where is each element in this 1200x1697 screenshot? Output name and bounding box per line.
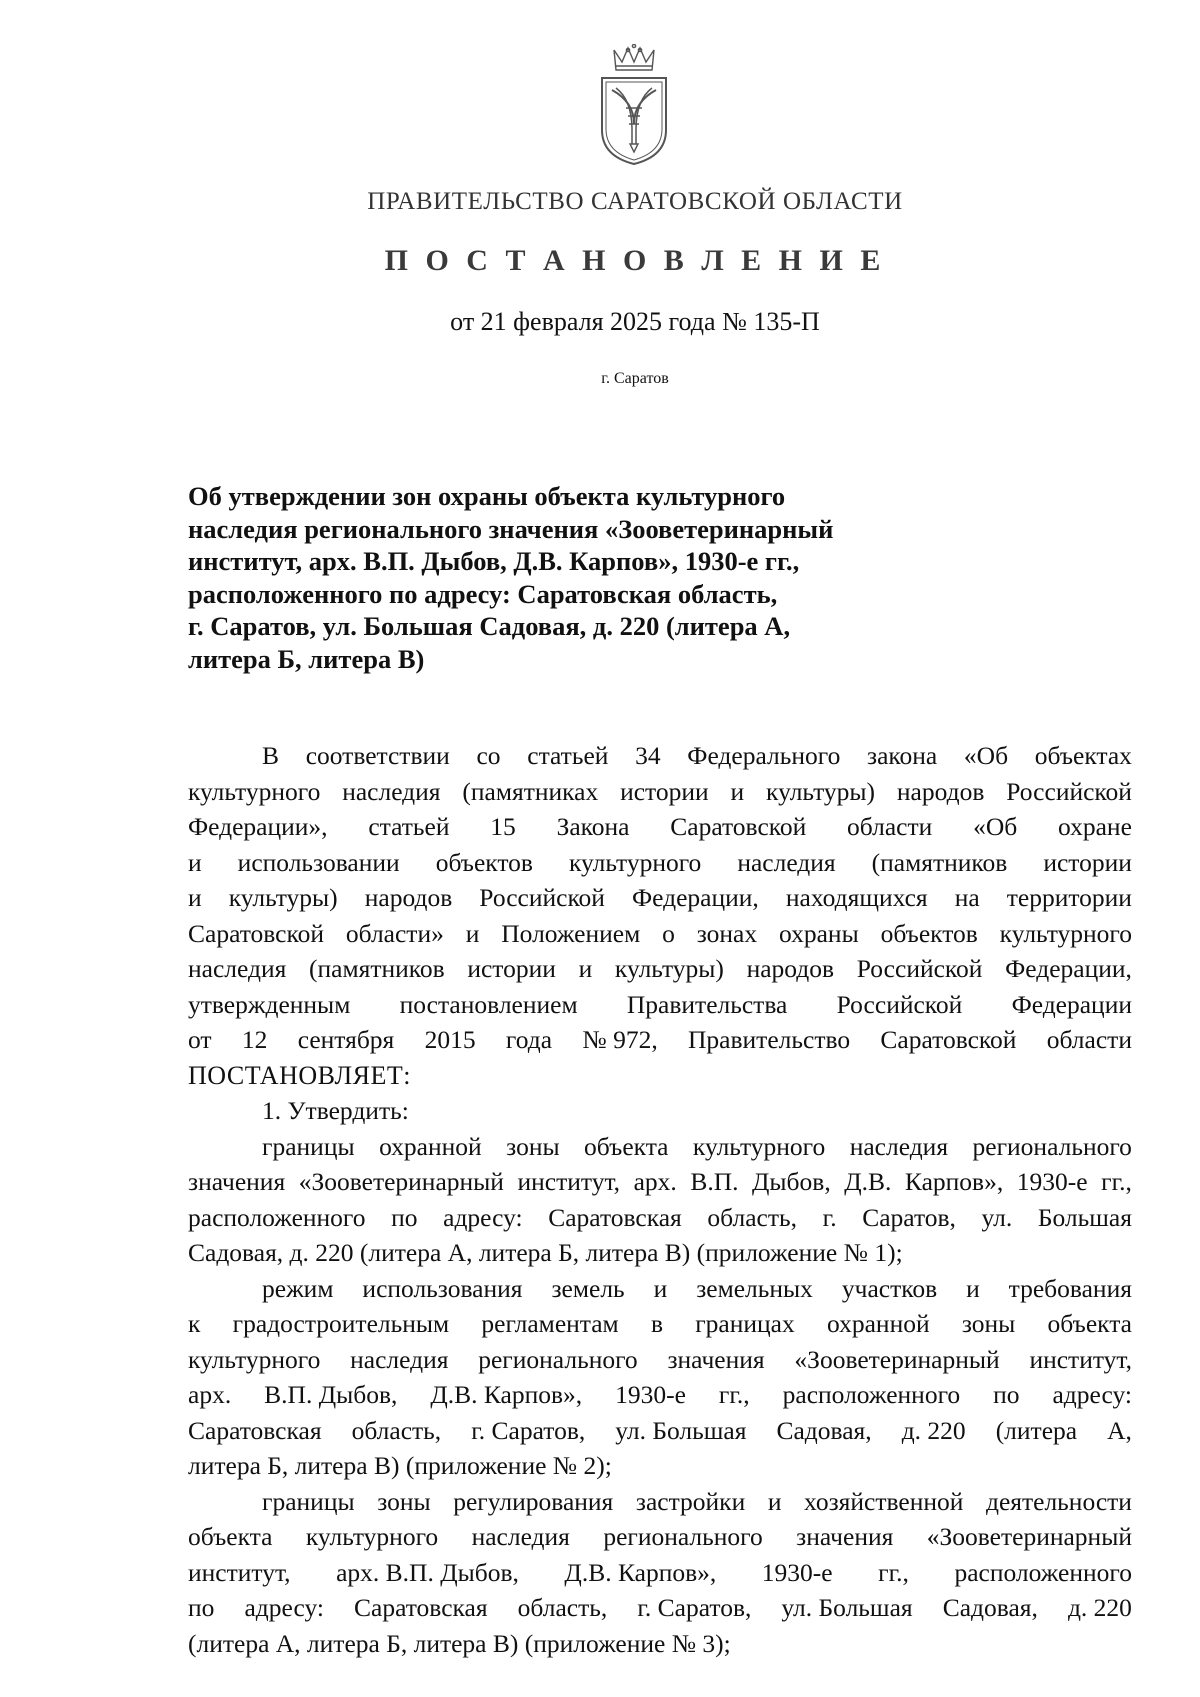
word: «Об bbox=[963, 741, 1009, 770]
word: объектов bbox=[435, 847, 533, 877]
word: наследия bbox=[350, 1344, 449, 1374]
text-line bbox=[188, 1164, 1132, 1200]
word: культурного bbox=[188, 1344, 321, 1374]
title-line: г. Саратов, ул. Большая Садовая, д. 220 (литера А, bbox=[188, 611, 791, 641]
word: Д.В. Карпов», bbox=[564, 1557, 717, 1587]
text-line bbox=[188, 774, 1132, 810]
text-line: Садовая, д. 220 (литера А, литера Б, литера В) (приложение № 1); bbox=[188, 1238, 903, 1267]
text-line bbox=[188, 1022, 1132, 1058]
word: и bbox=[730, 776, 745, 806]
word: постановлением bbox=[399, 989, 578, 1019]
word: адресу: bbox=[244, 1593, 324, 1622]
word: расположенного bbox=[188, 1202, 366, 1232]
text-line bbox=[188, 951, 1132, 987]
word: наследия bbox=[849, 1131, 949, 1161]
word: (памятников bbox=[309, 954, 445, 983]
text-line bbox=[188, 1271, 1132, 1307]
word: границы bbox=[262, 1131, 355, 1161]
item-1: 1. Утвердить: bbox=[262, 1096, 409, 1125]
text-line bbox=[188, 1342, 1132, 1378]
word: соответствии bbox=[305, 741, 450, 770]
word: Дыбов, bbox=[752, 1167, 831, 1196]
word: «Зооветеринарный bbox=[926, 1522, 1132, 1551]
word: к bbox=[188, 1309, 201, 1338]
word: объектах bbox=[1034, 741, 1132, 770]
word: Правительства bbox=[626, 989, 788, 1019]
word: охранной bbox=[827, 1309, 930, 1338]
text-line bbox=[188, 845, 1132, 881]
word: «Об bbox=[973, 812, 1018, 841]
word: Правительство bbox=[688, 1025, 851, 1054]
title-line: литера Б, литера В) bbox=[188, 643, 425, 674]
word: статьей bbox=[527, 741, 609, 770]
word: институт, bbox=[517, 1167, 621, 1196]
word: Положением bbox=[501, 918, 641, 948]
word: ул. bbox=[981, 1202, 1013, 1232]
word: требования bbox=[1008, 1273, 1132, 1303]
word: 1930-е bbox=[615, 1380, 686, 1409]
word: регионального bbox=[478, 1344, 638, 1374]
word: истории bbox=[467, 954, 556, 983]
word: регламентам bbox=[481, 1309, 619, 1338]
word: находящихся bbox=[785, 883, 928, 912]
word: на bbox=[954, 883, 980, 912]
word: культуры) bbox=[614, 954, 724, 983]
word: культуры) bbox=[766, 776, 876, 806]
text-line bbox=[188, 916, 1132, 952]
decree-word: ПОСТАНОВЛЯЕТ: bbox=[188, 1060, 411, 1090]
word: зоны bbox=[506, 1131, 560, 1161]
word: культурного bbox=[999, 918, 1132, 948]
word: года bbox=[505, 1025, 553, 1054]
text-line bbox=[188, 1377, 1132, 1413]
title-line: институт, арх. В.П. Дыбов, Д.В. Карпов», 1930-е гг., bbox=[188, 546, 800, 576]
word: земельных bbox=[696, 1273, 813, 1303]
word: наследия bbox=[342, 776, 441, 806]
word: по bbox=[993, 1380, 1020, 1409]
text-line bbox=[188, 987, 1132, 1023]
text-line bbox=[188, 1590, 1132, 1626]
word: и bbox=[578, 954, 593, 983]
word: со bbox=[476, 741, 501, 770]
word: культурного bbox=[568, 847, 702, 877]
word: деятельности bbox=[985, 1486, 1132, 1516]
word: границах bbox=[695, 1309, 795, 1338]
word: объекта bbox=[188, 1522, 273, 1551]
word: Садовая, bbox=[776, 1415, 872, 1445]
word: в bbox=[650, 1309, 663, 1338]
word: Федерального bbox=[687, 741, 841, 770]
word: Саратов, bbox=[862, 1202, 956, 1232]
word: Саратовской bbox=[880, 1025, 1017, 1054]
word: Федерации bbox=[1011, 989, 1132, 1019]
text-line: (литера А, литера Б, литера В) (приложение № 3); bbox=[188, 1628, 731, 1658]
word: Закона bbox=[556, 812, 630, 841]
word: гг., bbox=[878, 1557, 909, 1587]
word: культуры) bbox=[228, 883, 338, 912]
text-line bbox=[188, 1306, 1132, 1342]
word: участков bbox=[841, 1273, 938, 1303]
word: регионального bbox=[972, 1131, 1132, 1161]
word: застройки bbox=[635, 1486, 746, 1516]
word: ул. Большая bbox=[781, 1593, 913, 1622]
word: объектов bbox=[880, 918, 978, 948]
word: (памятников bbox=[871, 847, 1008, 877]
word: ул. Большая bbox=[615, 1415, 747, 1445]
word: Российской bbox=[836, 989, 963, 1019]
word: Карпов», bbox=[904, 1167, 1004, 1196]
word: Российской bbox=[856, 954, 983, 983]
word: Саратовской bbox=[188, 918, 324, 948]
document-type-heading: П О С Т А Н О В Л Е Н И Е bbox=[384, 244, 886, 277]
word: область, bbox=[351, 1415, 442, 1445]
word: культурного bbox=[305, 1522, 439, 1551]
word: гг., bbox=[718, 1380, 750, 1409]
word: по bbox=[188, 1593, 215, 1622]
word: истории bbox=[620, 776, 709, 806]
paragraph-protected-zone-boundaries bbox=[188, 1129, 1132, 1271]
document-body bbox=[188, 738, 1132, 1661]
word: область, bbox=[517, 1593, 608, 1622]
word: охране bbox=[1058, 812, 1132, 841]
word: о bbox=[662, 918, 675, 948]
word: зонах bbox=[696, 918, 758, 948]
document-place: г. Саратов bbox=[601, 370, 669, 387]
word: режим bbox=[262, 1273, 334, 1303]
title-line: Об утверждении зон охраны объекта культурного bbox=[188, 481, 786, 511]
word: и bbox=[188, 883, 202, 912]
word: Российской bbox=[1006, 776, 1132, 806]
word: 15 bbox=[490, 812, 516, 841]
word: зоны bbox=[377, 1486, 431, 1516]
word: области» bbox=[345, 918, 444, 948]
word: территории bbox=[1006, 883, 1132, 912]
word: расположенного bbox=[954, 1557, 1132, 1587]
text-line: литера Б, литера В) (приложение № 2); bbox=[188, 1451, 612, 1480]
text-line bbox=[188, 880, 1132, 916]
word: Большая bbox=[1037, 1202, 1132, 1232]
preamble-paragraph bbox=[188, 738, 1132, 1058]
word: (памятниках bbox=[462, 776, 599, 806]
word: охранной bbox=[379, 1131, 482, 1161]
word: Д.В. bbox=[844, 1167, 892, 1196]
word: градостроительным bbox=[232, 1309, 450, 1338]
word: область, bbox=[707, 1202, 798, 1232]
word: «Зооветеринарный bbox=[298, 1167, 504, 1196]
word: использования bbox=[362, 1273, 523, 1303]
word: границы bbox=[262, 1486, 355, 1516]
word: Федерации, bbox=[1005, 954, 1132, 983]
word: культурного bbox=[188, 776, 321, 806]
word: (литера bbox=[995, 1415, 1078, 1445]
text-line bbox=[188, 738, 1132, 774]
word: адресу: bbox=[1052, 1380, 1132, 1409]
word: расположенного bbox=[782, 1380, 961, 1409]
word: сентября bbox=[297, 1025, 395, 1054]
word: арх. bbox=[188, 1380, 232, 1409]
word: 1930-е bbox=[1016, 1167, 1088, 1196]
word: и bbox=[465, 918, 480, 948]
word: № 972, bbox=[582, 1025, 658, 1054]
word: статьей bbox=[368, 812, 450, 841]
word: В.П. bbox=[690, 1167, 739, 1196]
text-line bbox=[188, 1200, 1132, 1236]
word: г. bbox=[822, 1202, 837, 1232]
word: объекта bbox=[584, 1131, 669, 1161]
word: д. 220 bbox=[1067, 1593, 1132, 1622]
word: В.П. Дыбов, bbox=[264, 1380, 398, 1409]
text-line bbox=[188, 1555, 1132, 1591]
word: арх. В.П. Дыбов, bbox=[336, 1557, 519, 1587]
word: хозяйственной bbox=[804, 1486, 964, 1516]
word: наследия bbox=[471, 1522, 570, 1551]
word: Саратовская bbox=[188, 1415, 322, 1445]
word: гг., bbox=[1101, 1167, 1132, 1196]
word: 34 bbox=[635, 741, 661, 770]
word: регионального bbox=[603, 1522, 763, 1551]
word: области bbox=[1046, 1025, 1132, 1054]
word: охраны bbox=[778, 918, 859, 948]
title-line: расположенного по адресу: Саратовская область, bbox=[188, 578, 778, 609]
word: арх. bbox=[633, 1167, 677, 1196]
text-line bbox=[188, 1519, 1132, 1555]
word: культурного bbox=[692, 1131, 826, 1161]
word: 2015 bbox=[424, 1025, 476, 1054]
word: области bbox=[847, 812, 933, 841]
word: г. Саратов, bbox=[637, 1593, 752, 1622]
word: Д.В. Карпов», bbox=[430, 1380, 583, 1409]
word: истории bbox=[1043, 847, 1132, 877]
word: регулирования bbox=[453, 1486, 614, 1516]
text-line bbox=[188, 1484, 1132, 1520]
word: Садовая, bbox=[942, 1593, 1038, 1622]
word: Саратовская bbox=[548, 1202, 682, 1232]
text-line bbox=[188, 809, 1132, 845]
word: земель bbox=[551, 1273, 625, 1303]
word: Российской bbox=[479, 883, 605, 912]
word: и bbox=[966, 1273, 980, 1303]
word: и bbox=[767, 1486, 782, 1516]
word: значения bbox=[796, 1522, 894, 1551]
word: народов bbox=[364, 883, 453, 912]
word: 1930-е bbox=[761, 1557, 833, 1587]
word: народов bbox=[746, 954, 835, 983]
word: наследия bbox=[737, 847, 836, 877]
paragraph-development-regulation-zone bbox=[188, 1484, 1132, 1662]
word: А, bbox=[1107, 1415, 1132, 1445]
word: институт, bbox=[1029, 1344, 1132, 1374]
word: Саратовская bbox=[354, 1593, 488, 1622]
text-line bbox=[188, 1129, 1132, 1165]
title-line: наследия регионального значения «Зооветеринарный bbox=[188, 513, 834, 544]
word: использовании bbox=[237, 847, 400, 877]
word: Саратовской bbox=[670, 812, 807, 841]
word: объекта bbox=[1047, 1309, 1132, 1338]
word: 12 bbox=[241, 1025, 268, 1054]
word: и bbox=[188, 847, 202, 877]
text-line bbox=[188, 1413, 1132, 1449]
paragraph-land-use-regime bbox=[188, 1271, 1132, 1484]
word: народов bbox=[896, 776, 985, 806]
word: «Зооветеринарный bbox=[794, 1344, 1000, 1374]
word: значения bbox=[667, 1344, 765, 1374]
word: г. Саратов, bbox=[471, 1415, 586, 1445]
word: Федерации, bbox=[632, 883, 759, 912]
word: от bbox=[188, 1025, 212, 1054]
word: закона bbox=[867, 741, 938, 770]
document-date-number: от 21 февраля 2025 года № 135-П bbox=[450, 307, 820, 336]
word: и bbox=[653, 1273, 668, 1303]
word: В bbox=[262, 741, 280, 770]
word: зоны bbox=[961, 1309, 1016, 1338]
government-name: ПРАВИТЕЛЬСТВО САРАТОВСКОЙ ОБЛАСТИ bbox=[367, 188, 903, 215]
saratov-coat-of-arms-icon bbox=[592, 44, 676, 168]
word: утвержденным bbox=[188, 989, 351, 1019]
word: значения bbox=[188, 1167, 286, 1196]
word: д. 220 bbox=[901, 1415, 966, 1445]
word: институт, bbox=[188, 1557, 291, 1587]
word: Федерации», bbox=[188, 812, 328, 841]
document-title bbox=[188, 480, 848, 675]
word: наследия bbox=[188, 954, 287, 983]
word: по bbox=[391, 1202, 418, 1232]
word: адресу: bbox=[443, 1202, 523, 1232]
